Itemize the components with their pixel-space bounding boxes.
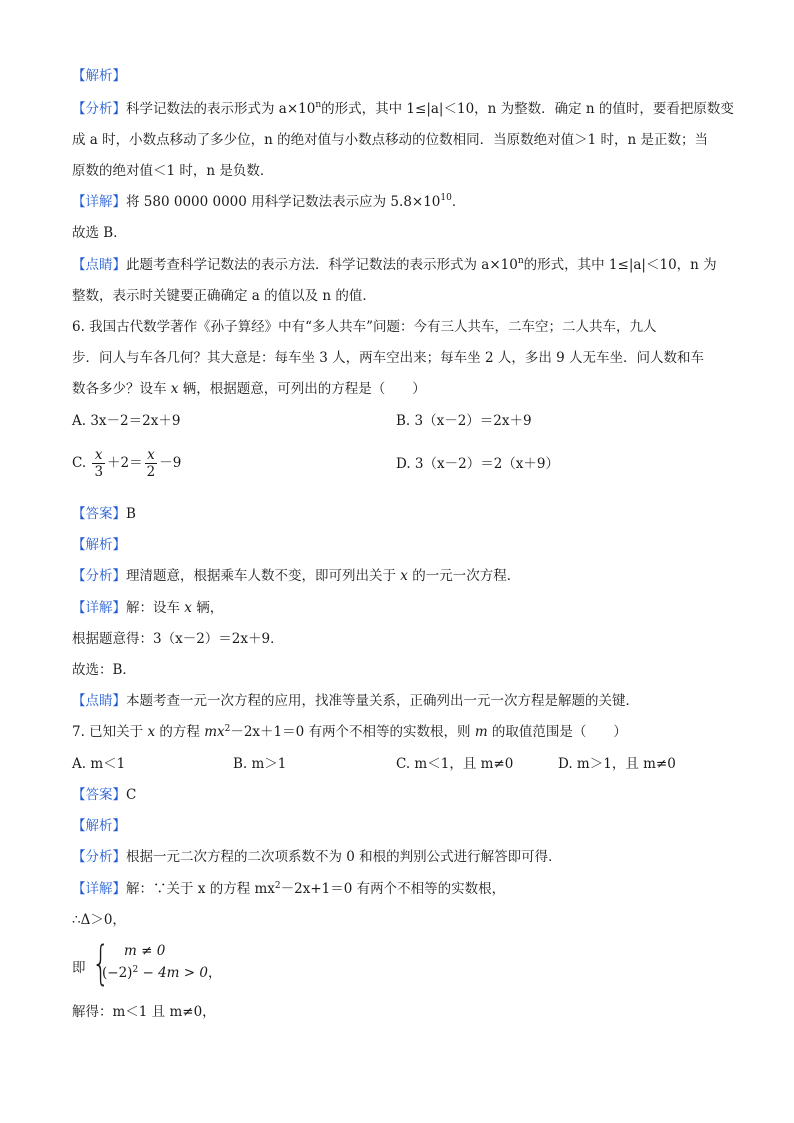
q7-detail: 【详解】解：∵关于 x 的方程 $mx^2-2x+1=0$ 有两个不相等的实数根， bbox=[72, 881, 506, 897]
q5-analysis-line-3: 原数的绝对值＜1 时，n 是负数． bbox=[72, 163, 274, 179]
q5-detail: 【详解】将 580 0000 0000 用科学记数法表示应为 $5.8\times 10^{10}$． bbox=[72, 193, 466, 210]
system-line-2: $(-2)^2 - 4m > 0$， bbox=[102, 965, 222, 981]
jiexi-label: 【解析】 bbox=[72, 818, 126, 834]
daan-label: 【答案】 bbox=[72, 506, 126, 522]
fraction-x-over-2: $\frac{x}{2}$ bbox=[146, 447, 156, 480]
q6-stem-line-1: 6. 我国古代数学著作《孙子算经》中有“多人共车”问题：今有三人共车，二车空；二人共车，九人 bbox=[72, 319, 657, 335]
fraction-x-over-3: $\frac{x}{3}$ bbox=[94, 447, 104, 480]
q6-equation: 根据题意得：3（x－2）＝2x＋9． bbox=[72, 631, 284, 647]
q6-analysis: 【分析】理清题意，根据乘车人数不变，即可列出关于 x 的一元一次方程． bbox=[72, 568, 521, 584]
q6-option-c: C. $\frac{x}{3}$ ＋2＝ $\frac{x}{2}$ －9 bbox=[72, 447, 182, 480]
q6-stem-line-2: 步．问人与车各几何？其大意是：每车坐 3 人，两车空出来；每车坐 2 人，多出 9 人无车坐．问人数和车 bbox=[72, 350, 705, 366]
q7-answer: 【答案】C bbox=[72, 787, 137, 803]
xiangjie-label: 【详解】 bbox=[72, 194, 126, 210]
q7-stem: 7. 已知关于 x 的方程 $mx^2-2x+1=0$ 有两个不相等的实数根，则 m 的取值范围是（ ） bbox=[72, 724, 627, 740]
q5-choice: 故选 B． bbox=[72, 225, 127, 241]
dianjing-label: 【点睛】 bbox=[72, 257, 126, 273]
q6-option-a: A. 3x－2＝2x＋9 bbox=[72, 413, 181, 429]
q6-detail: 【详解】解：设车 x 辆， bbox=[72, 600, 224, 616]
q7-option-b: B. m＞1 bbox=[233, 756, 287, 772]
q6-choice: 故选：B． bbox=[72, 662, 136, 678]
jiexi-label: 【解析】 bbox=[72, 68, 126, 84]
jiexi-label: 【解析】 bbox=[72, 537, 126, 553]
q5-analysis-line-2: 成 a 时，小数点移动了多少位，n 的绝对值与小数点移动的位数相同．当原数绝对值＞1 时，n 是正数；当 bbox=[72, 132, 708, 148]
q7-option-c: C. m＜1，且 m≠0 bbox=[396, 756, 514, 772]
q7-delta: ∴Δ＞0， bbox=[72, 912, 126, 928]
q5-comment-line-1: 【点睛】此题考查科学记数法的表示方法．科学记数法的表示形式为 $a\times 10^n$的形式，其中 1≤|a|＜10，n 为 bbox=[72, 256, 717, 273]
q7-result: 解得：m＜1 且 m≠0， bbox=[72, 1004, 216, 1020]
q6-comment: 【点睛】本题考查一元一次方程的应用，找准等量关系，正确列出一元一次方程是解题的关键． bbox=[72, 693, 639, 709]
q7-analysis: 【分析】根据一元二次方程的二次项系数不为 0 和根的判别公式进行解答即可得． bbox=[72, 849, 562, 865]
fenxi-label: 【分析】 bbox=[72, 101, 126, 117]
system-line-1: m ≠ 0 bbox=[124, 943, 166, 959]
q5-comment-line-2: 整数，表示时关键要正确确定 a 的值以及 n 的值． bbox=[72, 288, 376, 304]
q6-stem-line-3: 数各多少？设车 x 辆，根据题意，可列出的方程是（ ） bbox=[72, 381, 426, 397]
q6-option-d: D. 3（x－2）＝2（x＋9） bbox=[396, 456, 560, 472]
ji-label: 即 bbox=[72, 960, 86, 976]
q5-analysis-line-1: 【分析】科学记数法的表示形式为 $a\times 10^n$的形式，其中 1≤|a|＜10，n 为整数．确定 n 的值时，要看把原数变 bbox=[72, 100, 734, 117]
q6-option-b: B. 3（x－2）＝2x＋9 bbox=[396, 413, 532, 429]
q6-answer: 【答案】B bbox=[72, 506, 136, 522]
left-brace-icon: { bbox=[92, 936, 110, 990]
q7-option-d: D. m＞1，且 m≠0 bbox=[558, 756, 676, 772]
q7-option-a: A. m＜1 bbox=[72, 756, 126, 772]
